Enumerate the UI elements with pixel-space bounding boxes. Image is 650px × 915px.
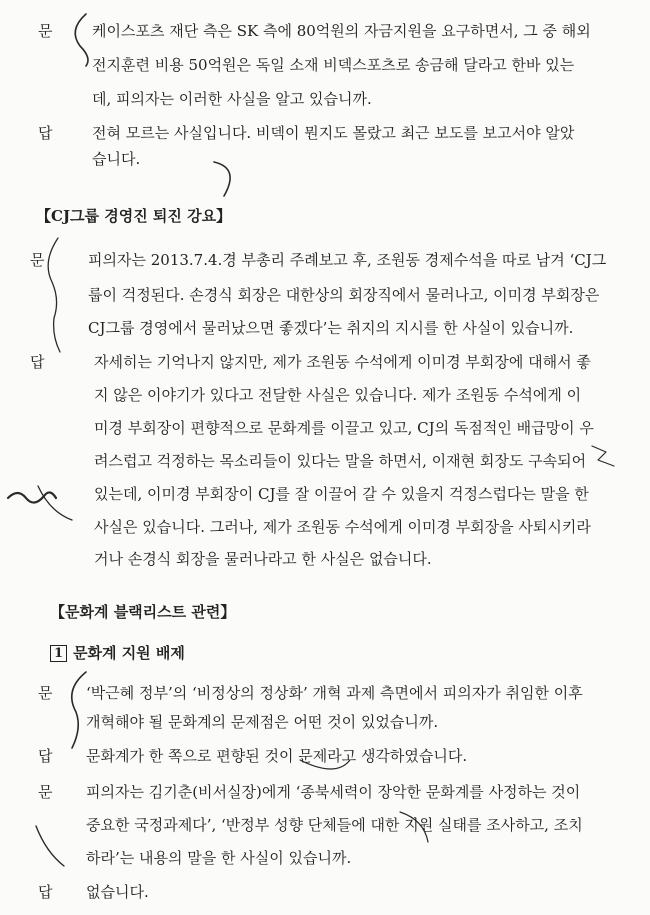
question-label: 문 xyxy=(38,22,53,40)
text-line: 전지훈련 비용 50억원은 독일 소재 비덱스포츠로 송금해 달라고 한바 있는 xyxy=(92,56,575,74)
pen-mark xyxy=(75,14,88,66)
text-line: 사실은 있습니다. 그러나, 제가 조원동 수석에게 이미경 부회장을 사퇴시키라 xyxy=(94,518,591,536)
text-line: 전혀 모르는 사실입니다. 비덱이 뭔지도 몰랐고 최근 보도를 보고서야 알았 xyxy=(92,124,575,142)
text-line: 자세히는 기억나지 않지만, 제가 조원동 수석에게 이미경 부회장에 대해서 좋 xyxy=(94,353,591,371)
text-line: 지 않은 이야기가 있다고 전달한 사실은 있습니다. 제가 조원동 수석에게 이 xyxy=(94,386,582,404)
text-line: CJ그룹 경영에서 물러났으면 좋겠다’는 취지의 지시를 한 사실이 있습니까. xyxy=(88,319,574,337)
answer-label: 답 xyxy=(38,883,53,901)
text-line: 습니다. xyxy=(92,150,141,168)
text-line: 데, 피의자는 이러한 사실을 알고 있습니까. xyxy=(92,90,372,108)
subsection-heading xyxy=(50,643,185,663)
item-number: 1 xyxy=(50,645,67,662)
question-label: 문 xyxy=(38,684,53,702)
answer-label: 답 xyxy=(38,747,53,765)
section-heading-cj: 【CJ그룹 경영진 퇴진 강요】 xyxy=(36,207,232,225)
text-line: 문화계가 한 쪽으로 편향된 것이 문제라고 생각하였습니다. xyxy=(86,747,468,765)
pen-mark xyxy=(36,826,64,866)
pen-mark xyxy=(38,486,72,520)
text-line: 려스럽고 걱정하는 목소리들이 있다는 말을 하면서, 이재현 회장도 구속되어 xyxy=(94,452,587,470)
subsection-title: 문화계 지원 배제 xyxy=(73,644,185,662)
question-label: 문 xyxy=(38,783,53,801)
text-line: 피의자는 김기춘(비서실장)에게 ‘종북세력이 장악한 문화계를 사정하는 것이 xyxy=(86,783,581,801)
text-line: 있는데, 이미경 부회장이 CJ를 잘 이끌어 갈 수 있을지 걱정스럽다는 말을 한 xyxy=(94,485,589,503)
section-heading-blacklist: 【문화계 블랙리스트 관련】 xyxy=(50,603,236,621)
answer-label: 답 xyxy=(30,353,45,371)
text-line: 없습니다. xyxy=(86,883,149,901)
pen-mark xyxy=(72,672,86,748)
text-line: 룹이 걱정된다. 손경식 회장은 대한상의 회장직에서 물러나고, 이미경 부회장은 xyxy=(88,286,600,304)
text-line: 하라’는 내용의 말을 한 사실이 있습니까. xyxy=(86,849,352,867)
answer-label: 답 xyxy=(38,124,53,142)
text-line: 미경 부회장이 편향적으로 문화계를 이끌고 있고, CJ의 독점적인 배급망이 우 xyxy=(94,419,594,437)
text-line: 거나 손경식 회장을 물러나라고 한 사실은 없습니다. xyxy=(94,550,432,568)
text-line: 케이스포츠 재단 측은 SK 측에 80억원의 자금지원을 요구하면서, 그 중 해외 xyxy=(92,22,591,40)
pen-mark xyxy=(48,238,60,352)
question-label: 문 xyxy=(30,251,45,269)
pen-scribble xyxy=(8,492,56,502)
text-line: 중요한 국정과제다’, ‘반정부 성향 단체들에 대한 지원 실태를 조사하고, 조치 xyxy=(86,816,583,834)
text-line: 개혁해야 될 문화계의 문제점은 어떤 것이 있었습니까. xyxy=(86,713,439,731)
pen-mark xyxy=(214,162,230,196)
text-line: ‘박근혜 정부’의 ‘비정상의 정상화’ 개혁 과제 측면에서 피의자가 취임한 이후 xyxy=(86,684,583,702)
text-line: 피의자는 2013.7.4.경 부총리 주례보고 후, 조원동 경제수석을 따로 남겨 ‘CJ그 xyxy=(88,251,607,269)
pen-mark xyxy=(592,446,614,466)
